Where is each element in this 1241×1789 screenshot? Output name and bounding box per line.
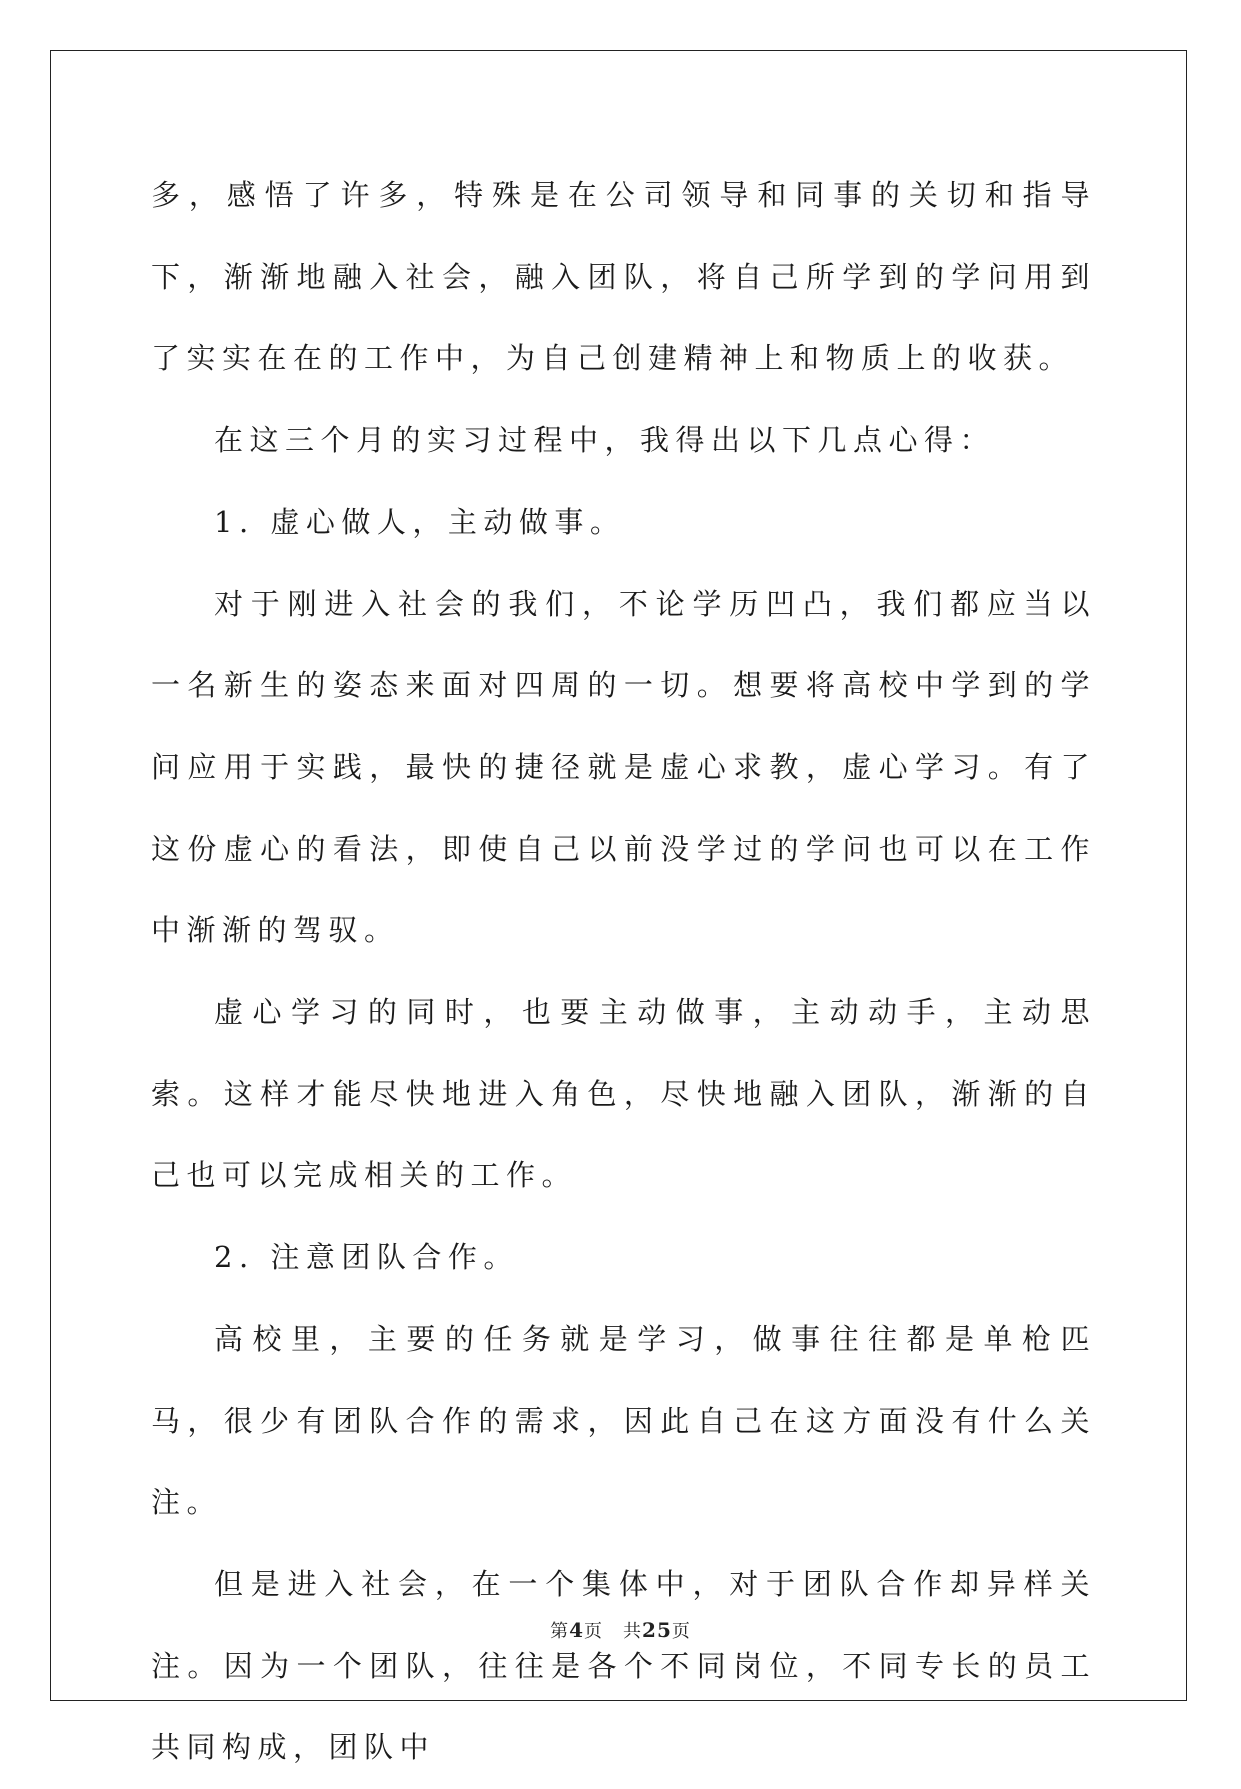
paragraph: 但是进入社会，在一个集体中，对于团队合作却异样关注。因为一个团队，往往是各个不同岗位，不同专长的员工共同构成，团队中 [151,1566,1096,1765]
footer-total-prefix: 共 [623,1621,643,1642]
paragraph: 多，感悟了许多，特殊是在公司领导和同事的关切和指导下，渐渐地融入社会，融入团队，将自己所学到的学问用到了实实在在的工作中，为自己创建精神上和物质上的收获。 [151,178,1096,376]
paragraph: 虚心学习的同时，也要主动做事，主动动手，主动思索。这样才能尽快地进入角色，尽快地融入团队，渐渐的自己也可以完成相关的工作。 [151,995,1096,1193]
paragraph: 高校里，主要的任务就是学习，做事往往都是单枪匹马，很少有团队合作的需求，因此自己在这方面没有什么关注。 [151,1321,1096,1520]
total-pages: 25 [642,1618,672,1642]
page-number: 4 [569,1618,585,1642]
list-heading: 1. 虚心做人，主动做事。 [214,504,626,539]
footer-prefix: 第 [550,1621,570,1642]
page-footer [0,1617,1241,1643]
paragraph: 在这三个月的实习过程中，我得出以下几点心得： [214,423,996,458]
document-body [151,155,1096,1789]
footer-page-suffix: 页 [584,1621,604,1642]
list-heading: 2. 注意团队合作。 [214,1240,519,1275]
paragraph: 对于刚进入社会的我们，不论学历凹凸，我们都应当以一名新生的姿态来面对四周的一切。想要将高校中学到的学问应用于实践，最快的捷径就是虚心求教，虚心学习。有了这份虚心的看法，即使自己以前没学过的学问也可以在工作中渐渐的驾驭。 [151,586,1096,948]
footer-total-suffix: 页 [671,1621,691,1642]
